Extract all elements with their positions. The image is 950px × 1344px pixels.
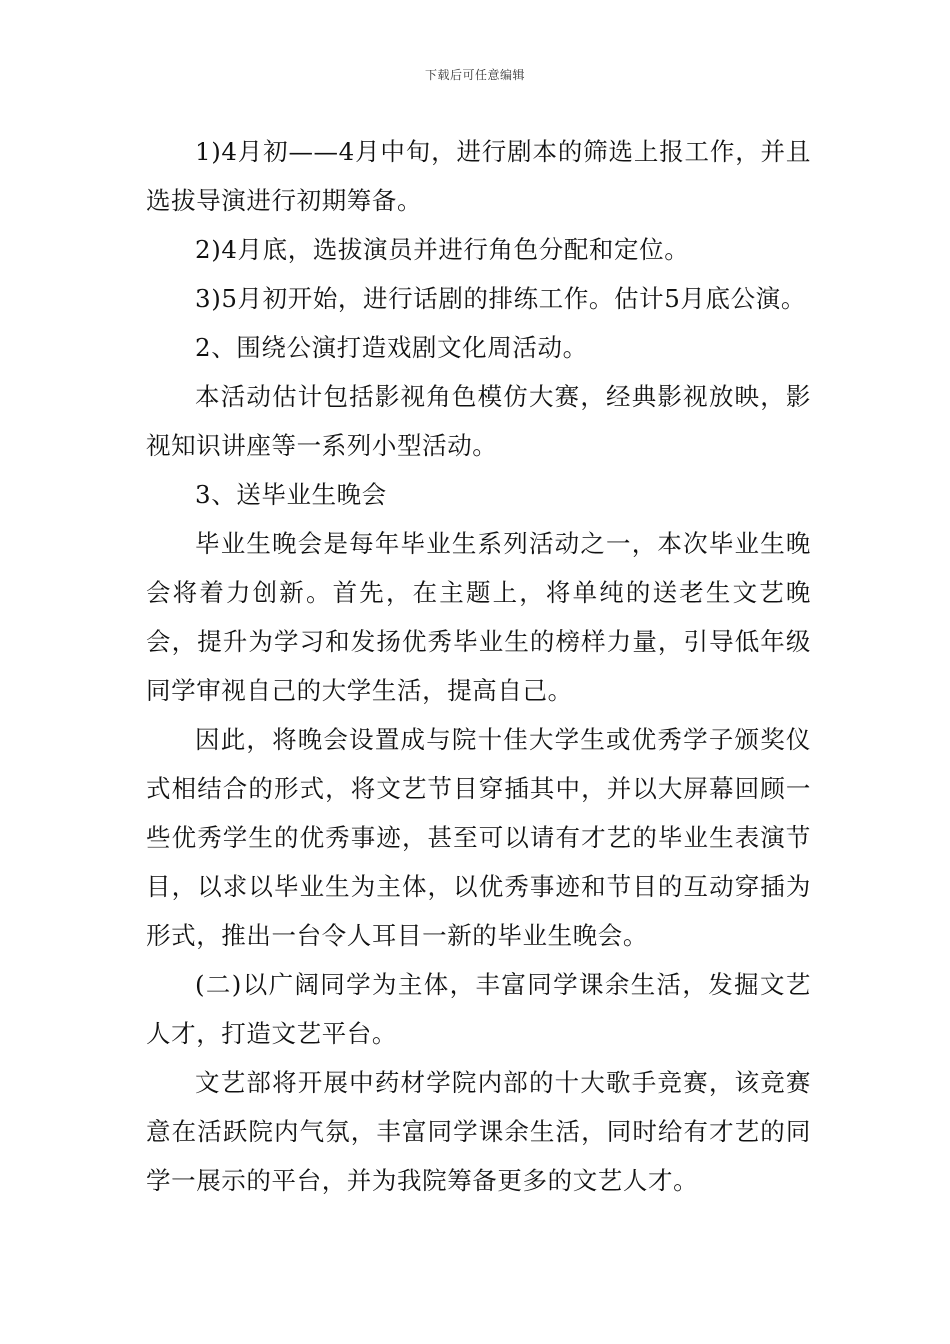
paragraph-schedule-2: 2)4月底，选拔演员并进行角色分配和定位。 [195, 235, 690, 264]
paragraph-gala-format: 因此，将晚会设置成与院十佳大学生或优秀学子颁奖仪式相结合的形式，将文艺节目穿插其中，并以大屏幕回顾一些优秀学生的优秀事迹，甚至可以请有才艺的毕业生表演节目，以求以毕业生为主体，以优秀事迹和节目的互动穿插为形式，推出一台令人耳目一新的毕业生晚会。 [146, 725, 811, 950]
paragraph-schedule-3: 3)5月初开始，进行话剧的排练工作。估计5月底公演。 [195, 284, 806, 313]
page-header: 下载后可任意编辑 [424, 68, 525, 82]
paragraph-heading-graduation-gala: 3、送毕业生晚会 [195, 480, 387, 509]
document-body [146, 127, 811, 1205]
paragraph-heading-drama-week: 2、围绕公演打造戏剧文化周活动。 [195, 333, 588, 362]
paragraph-heading-section-two: (二)以广阔同学为主体，丰富同学课余生活，发掘文艺人才，打造文艺平台。 [146, 970, 811, 1048]
paragraph-gala-intro: 毕业生晚会是每年毕业生系列活动之一，本次毕业生晚会将着力创新。首先，在主题上，将单纯的送老生文艺晚会，提升为学习和发扬优秀毕业生的榜样力量，引导低年级同学审视自己的大学生活，提高自己。 [146, 529, 811, 705]
paragraph-drama-week-body: 本活动估计包括影视角色模仿大赛，经典影视放映，影视知识讲座等一系列小型活动。 [146, 382, 811, 460]
paragraph-schedule-1: 1)4月初——4月中旬，进行剧本的筛选上报工作，并且选拔导演进行初期筹备。 [146, 137, 811, 215]
paragraph-singer-contest: 文艺部将开展中药材学院内部的十大歌手竞赛，该竞赛意在活跃院内气氛，丰富同学课余生活，同时给有才艺的同学一展示的平台，并为我院筹备更多的文艺人才。 [146, 1068, 811, 1195]
